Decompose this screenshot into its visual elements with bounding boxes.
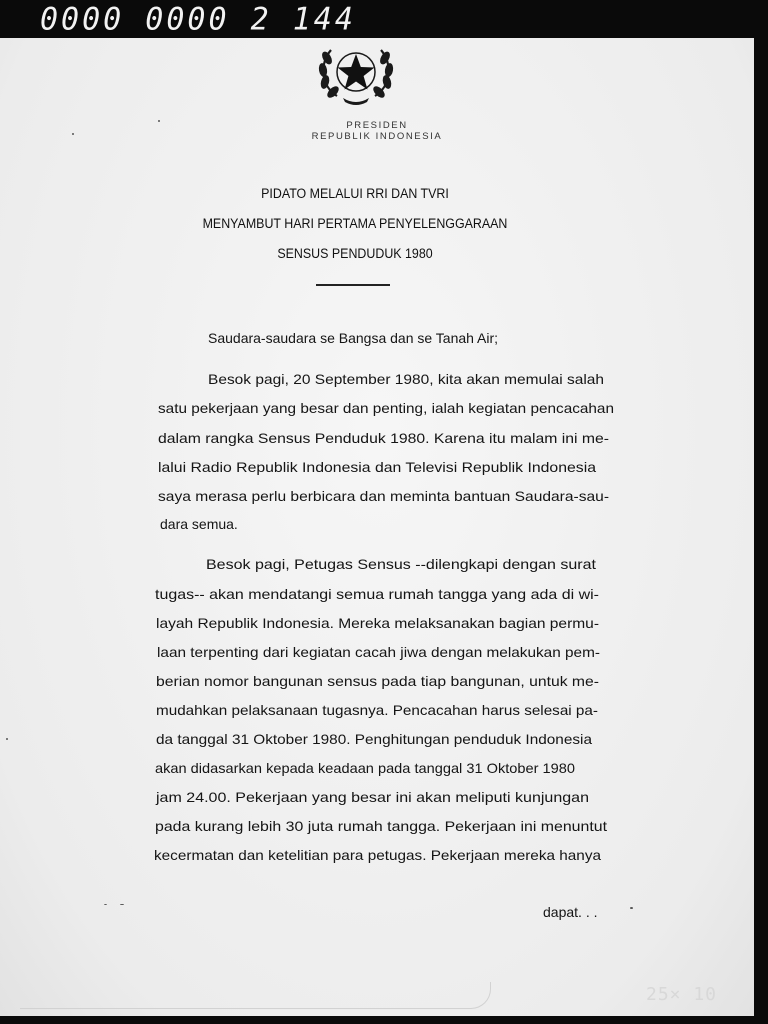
body-line: saya merasa perlu berbicara dan meminta bantuan Saudara-sau- [158,488,609,504]
heading-line-3: SENSUS PENDUDUK 1980 [277,246,433,261]
body-line: satu pekerjaan yang besar dan penting, ialah kegiatan pencacahan [158,400,614,416]
body-line: berian nomor bangunan sensus pada tiap bangunan, untuk me- [156,673,599,689]
body-line: tugas-- akan mendatangi semua rumah tangga yang ada di wi- [155,586,599,602]
garuda-star-wreath-icon [313,40,399,108]
body-line: lalui Radio Republik Indonesia dan Televisi Republik Indonesia [158,459,596,475]
body-line: akan didasarkan kepada keadaan pada tanggal 31 Oktober 1980 [155,760,575,776]
body-line: pada kurang lebih 30 juta rumah tangga. Pekerjaan ini menuntut [155,818,607,834]
dust-speck [158,120,160,122]
dust-speck [104,904,107,905]
office-line-republik: REPUBLIK INDONESIA [311,131,443,142]
dust-speck [6,738,8,740]
salutation: Saudara-saudara se Bangsa dan se Tanah Air; [208,330,499,346]
body-line: mudahkan pelaksanaan tugasnya. Pencacahan harus selesai pa- [156,702,598,718]
body-line: Besok pagi, 20 September 1980, kita akan memulai salah [208,371,604,387]
heading-line-1: PIDATO MELALUI RRI DAN TVRI [261,186,449,201]
heading-line-2: MENYAMBUT HARI PERTAMA PENYELENGGARAAN [202,216,508,231]
heading-divider [316,284,390,286]
page-continuation: dapat. . . [543,904,598,920]
microfilm-frame-number: 0000 0000 2 144 [40,1,356,38]
dust-speck [72,133,74,135]
body-line: dalam rangka Sensus Penduduk 1980. Karena itu malam ini me- [158,430,609,446]
body-line: dara semua. [160,516,238,532]
body-line: jam 24.00. Pekerjaan yang besar ini akan meliputi kunjungan [156,789,589,805]
dust-speck [120,904,124,905]
body-line: da tanggal 31 Oktober 1980. Penghitungan penduduk Indonesia [156,731,592,747]
body-line: laan terpenting dari kegiatan cacah jiwa dengan melakukan pem- [157,644,600,660]
body-line: Besok pagi, Petugas Sensus --dilengkapi dengan surat [206,556,596,572]
body-line: layah Republik Indonesia. Mereka melaksanakan bagian permu- [156,615,599,631]
dust-speck [630,907,633,909]
office-line-presiden: PRESIDEN [346,120,408,131]
body-line: kecermatan dan ketelitian para petugas. Pekerjaan mereka hanya [154,847,601,863]
document-page [0,38,754,1016]
film-edge-artifact [20,982,491,1009]
film-reduction-stamp: 25× 10 [646,984,718,1005]
